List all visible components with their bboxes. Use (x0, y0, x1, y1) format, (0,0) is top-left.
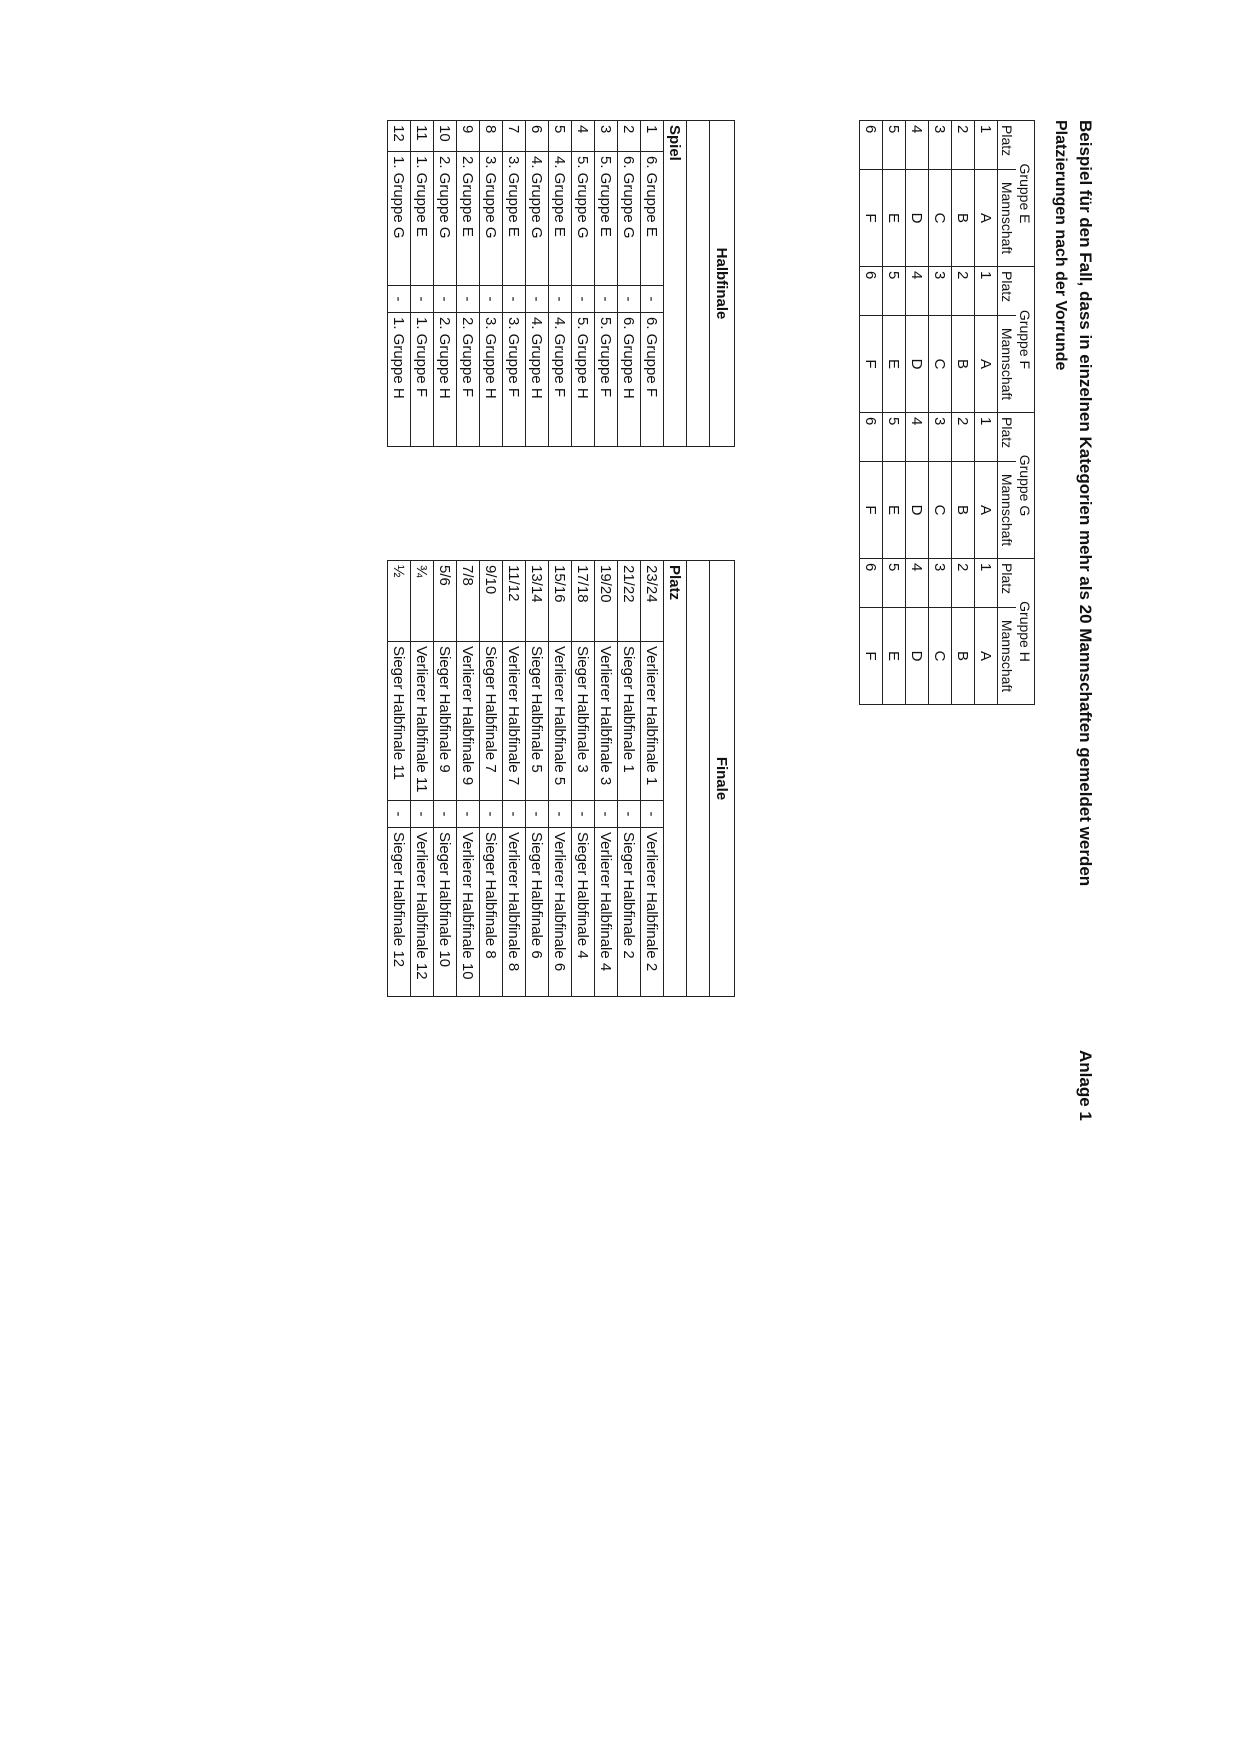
team-cell: D (906, 462, 929, 559)
team-b: 1. Gruppe H (388, 313, 411, 447)
table-row (929, 121, 952, 705)
finale-table (387, 560, 735, 997)
team-a: 2. Gruppe E (457, 152, 480, 286)
table-row (595, 121, 618, 447)
team-cell: F (860, 608, 883, 705)
team-a: Verlierer Halbfinale 7 (503, 642, 526, 801)
platz-cell: 1 (975, 413, 998, 462)
table-row (503, 561, 526, 997)
team-a: Sieger Halbfinale 3 (572, 642, 595, 801)
spiel-number: 6 (526, 121, 549, 152)
col-mannschaft: Mannschaft (998, 608, 1017, 705)
team-b: 3. Gruppe H (480, 313, 503, 447)
separator-dash: - (503, 286, 526, 313)
spiel-number: 11 (411, 121, 434, 152)
platz-cell: 9/10 (480, 561, 503, 642)
group-header: Gruppe G (1016, 413, 1035, 559)
finale-title: Finale (710, 561, 735, 997)
team-cell: A (975, 170, 998, 267)
attachment-label: Anlage 1 (1076, 1050, 1095, 1121)
platz-cell: 15/16 (549, 561, 572, 642)
team-b: 5. Gruppe H (572, 313, 595, 447)
separator-dash: - (526, 801, 549, 828)
team-cell: B (952, 462, 975, 559)
platz-cell: ¾ (411, 561, 434, 642)
col-mannschaft: Mannschaft (998, 462, 1017, 559)
table-row (388, 561, 411, 997)
table-row (434, 121, 457, 447)
team-cell: E (883, 608, 906, 705)
team-a: Sieger Halbfinale 1 (618, 642, 641, 801)
col-mannschaft: Mannschaft (998, 316, 1017, 413)
separator-dash: - (618, 286, 641, 313)
platz-cell: 3 (929, 559, 952, 608)
table-row (595, 561, 618, 997)
platz-cell: 5 (883, 413, 906, 462)
platz-cell: 2 (952, 413, 975, 462)
team-a: Verlierer Halbfinale 5 (549, 642, 572, 801)
group-header: Gruppe H (1016, 559, 1035, 705)
col-platz: Platz (998, 121, 1017, 170)
separator-dash: - (572, 801, 595, 828)
table-row (952, 121, 975, 705)
platz-cell: 5/6 (434, 561, 457, 642)
separator-dash: - (595, 286, 618, 313)
platz-cell: 6 (860, 121, 883, 170)
team-b: 1. Gruppe F (411, 313, 434, 447)
table-row (411, 121, 434, 447)
col-platz: Platz (998, 559, 1017, 608)
platz-cell: 21/22 (618, 561, 641, 642)
platz-cell: 5 (883, 559, 906, 608)
empty-row (687, 121, 710, 447)
team-a: 1. Gruppe G (388, 152, 411, 286)
table-row (572, 561, 595, 997)
platz-cell: 23/24 (641, 561, 664, 642)
table-row (641, 121, 664, 447)
col-platz: Platz (998, 413, 1017, 462)
team-b: Verlierer Halbfinale 10 (457, 828, 480, 997)
team-a: Verlierer Halbfinale 1 (641, 642, 664, 801)
document-subtitle: Platzierungen nach der Vorrunde (1052, 120, 1069, 371)
team-cell: E (883, 170, 906, 267)
table-row (906, 121, 929, 705)
platz-cell: 7/8 (457, 561, 480, 642)
team-cell: D (906, 608, 929, 705)
halbfinale-table (387, 120, 735, 447)
team-a: Sieger Halbfinale 9 (434, 642, 457, 801)
document-title: Beispiel für den Fall, dass in einzelnen Kategorien mehr als 20 Mannschaften gemeldet werden (1076, 120, 1095, 887)
separator-dash: - (549, 801, 572, 828)
table-row (526, 121, 549, 447)
empty-row (687, 561, 710, 997)
platz-cell: 3 (929, 267, 952, 316)
team-a: 4. Gruppe G (526, 152, 549, 286)
separator-dash: - (641, 286, 664, 313)
separator-dash: - (388, 286, 411, 313)
spiel-number: 2 (618, 121, 641, 152)
team-b: Sieger Halbfinale 10 (434, 828, 457, 997)
platz-cell: 2 (952, 267, 975, 316)
spiel-number: 10 (434, 121, 457, 152)
platz-cell: 11/12 (503, 561, 526, 642)
team-cell: A (975, 316, 998, 413)
team-cell: B (952, 608, 975, 705)
separator-dash: - (457, 801, 480, 828)
team-b: Sieger Halbfinale 12 (388, 828, 411, 997)
team-a: Verlierer Halbfinale 11 (411, 642, 434, 801)
team-cell: A (975, 608, 998, 705)
team-a: Verlierer Halbfinale 3 (595, 642, 618, 801)
team-cell: F (860, 170, 883, 267)
separator-dash: - (434, 286, 457, 313)
platz-cell: ½ (388, 561, 411, 642)
halbfinale-title: Halbfinale (710, 121, 735, 447)
platz-cell: 3 (929, 413, 952, 462)
col-spiel: Spiel (664, 121, 687, 447)
team-b: 6. Gruppe H (618, 313, 641, 447)
table-row (503, 121, 526, 447)
table-row (572, 121, 595, 447)
spiel-number: 8 (480, 121, 503, 152)
team-a: 2. Gruppe G (434, 152, 457, 286)
team-cell: D (906, 170, 929, 267)
team-b: 2. Gruppe H (434, 313, 457, 447)
separator-dash: - (480, 801, 503, 828)
team-b: Sieger Halbfinale 8 (480, 828, 503, 997)
separator-dash: - (641, 801, 664, 828)
team-b: Sieger Halbfinale 4 (572, 828, 595, 997)
team-a: 3. Gruppe E (503, 152, 526, 286)
table-row (388, 121, 411, 447)
team-a: 6. Gruppe G (618, 152, 641, 286)
team-b: 2. Gruppe F (457, 313, 480, 447)
platz-cell: 4 (906, 559, 929, 608)
separator-dash: - (434, 801, 457, 828)
platz-cell: 6 (860, 267, 883, 316)
table-row (457, 561, 480, 997)
team-cell: F (860, 316, 883, 413)
separator-dash: - (411, 801, 434, 828)
team-cell: C (929, 462, 952, 559)
table-row (618, 121, 641, 447)
platz-cell: 4 (906, 267, 929, 316)
team-b: Verlierer Halbfinale 6 (549, 828, 572, 997)
col-platz: Platz (664, 561, 687, 997)
platz-cell: 4 (906, 413, 929, 462)
platz-cell: 1 (975, 267, 998, 316)
platz-cell: 2 (952, 559, 975, 608)
table-row (480, 561, 503, 997)
team-a: 4. Gruppe E (549, 152, 572, 286)
separator-dash: - (480, 286, 503, 313)
platz-cell: 5 (883, 267, 906, 316)
spiel-number: 9 (457, 121, 480, 152)
team-b: 3. Gruppe F (503, 313, 526, 447)
separator-dash: - (618, 801, 641, 828)
platz-cell: 19/20 (595, 561, 618, 642)
table-row (975, 121, 998, 705)
separator-dash: - (388, 801, 411, 828)
spiel-number: 7 (503, 121, 526, 152)
table-row (411, 561, 434, 997)
platz-cell: 5 (883, 121, 906, 170)
team-a: 3. Gruppe G (480, 152, 503, 286)
spiel-number: 12 (388, 121, 411, 152)
spiel-number: 1 (641, 121, 664, 152)
team-b: 4. Gruppe F (549, 313, 572, 447)
col-platz: Platz (998, 267, 1017, 316)
group-header: Gruppe F (1016, 267, 1035, 413)
table-row (618, 561, 641, 997)
table-row (549, 121, 572, 447)
platz-cell: 17/18 (572, 561, 595, 642)
table-row (641, 561, 664, 997)
spiel-number: 4 (572, 121, 595, 152)
team-cell: C (929, 608, 952, 705)
platz-cell: 3 (929, 121, 952, 170)
team-cell: A (975, 462, 998, 559)
platz-cell: 2 (952, 121, 975, 170)
separator-dash: - (526, 286, 549, 313)
separator-dash: - (572, 286, 595, 313)
team-b: 6. Gruppe F (641, 313, 664, 447)
platz-cell: 6 (860, 559, 883, 608)
team-cell: C (929, 170, 952, 267)
team-cell: E (883, 316, 906, 413)
platz-cell: 1 (975, 121, 998, 170)
team-b: Verlierer Halbfinale 12 (411, 828, 434, 997)
separator-dash: - (595, 801, 618, 828)
table-row (860, 121, 883, 705)
team-cell: B (952, 316, 975, 413)
team-cell: D (906, 316, 929, 413)
team-a: 6. Gruppe E (641, 152, 664, 286)
rotated-document (195, 120, 1095, 1320)
team-cell: F (860, 462, 883, 559)
table-row (549, 561, 572, 997)
table-row (457, 121, 480, 447)
platz-cell: 1 (975, 559, 998, 608)
spiel-number: 3 (595, 121, 618, 152)
team-a: Sieger Halbfinale 5 (526, 642, 549, 801)
platz-cell: 4 (906, 121, 929, 170)
table-row (526, 561, 549, 997)
team-b: 4. Gruppe H (526, 313, 549, 447)
group-placements-table (859, 120, 1035, 705)
team-a: Sieger Halbfinale 7 (480, 642, 503, 801)
team-cell: E (883, 462, 906, 559)
spiel-number: 5 (549, 121, 572, 152)
platz-cell: 6 (860, 413, 883, 462)
team-b: Verlierer Halbfinale 8 (503, 828, 526, 997)
team-b: Verlierer Halbfinale 2 (641, 828, 664, 997)
team-b: Verlierer Halbfinale 4 (595, 828, 618, 997)
team-b: 5. Gruppe F (595, 313, 618, 447)
table-row (434, 561, 457, 997)
separator-dash: - (549, 286, 572, 313)
table-row (883, 121, 906, 705)
team-cell: C (929, 316, 952, 413)
table-row (480, 121, 503, 447)
col-mannschaft: Mannschaft (998, 170, 1017, 267)
team-a: 5. Gruppe G (572, 152, 595, 286)
platz-cell: 13/14 (526, 561, 549, 642)
separator-dash: - (411, 286, 434, 313)
group-header: Gruppe E (1016, 121, 1035, 267)
team-cell: B (952, 170, 975, 267)
team-a: 1. Gruppe E (411, 152, 434, 286)
team-a: Sieger Halbfinale 11 (388, 642, 411, 801)
team-b: Sieger Halbfinale 2 (618, 828, 641, 997)
team-a: 5. Gruppe E (595, 152, 618, 286)
team-b: Sieger Halbfinale 6 (526, 828, 549, 997)
separator-dash: - (503, 801, 526, 828)
separator-dash: - (457, 286, 480, 313)
team-a: Verlierer Halbfinale 9 (457, 642, 480, 801)
